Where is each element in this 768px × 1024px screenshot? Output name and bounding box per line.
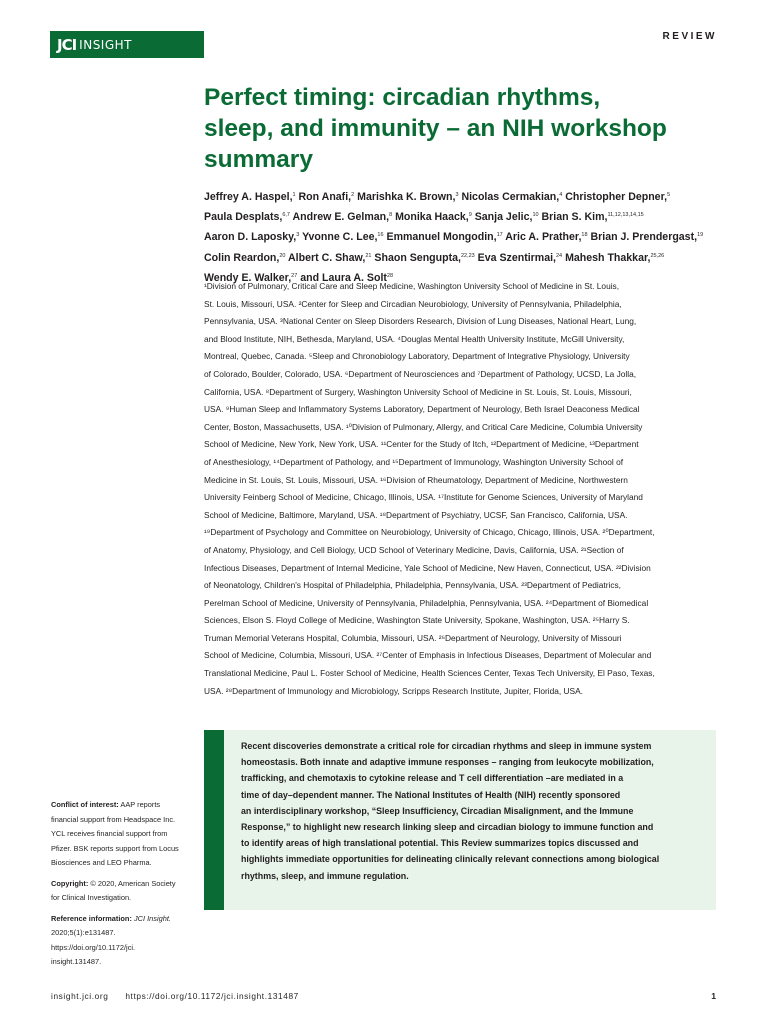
abstract-stripe <box>204 730 224 910</box>
copyright-first-line: © 2020, American Society <box>88 878 176 888</box>
author-name: Laura A. Solt <box>322 271 387 284</box>
section-label: REVIEW <box>662 31 717 42</box>
author <box>302 231 383 243</box>
affiliation-line: of Neonatology, Children's Hospital of Philadelphia, Philadelphia, Pennsylvania, USA. ²³Department of Pediatrics, <box>204 580 621 591</box>
author-affiliation-number: 6,7 <box>282 212 290 219</box>
author-name: Aaron D. Laposky, <box>204 231 297 244</box>
author-list: Jeffrey A. Haspel,$^1$ Ron Anafi,$^2$ Marishka K. Brown,$^3$ Nicolas Cermakian,$^4$ Christopher Depner,$^5$ Paula Desplats,$^{6,7}$ Andrew E. Gelman,$^8$ Monika Haack,$^9$ Sanja Jelic,$^{10}$ Brian S. Kim,$^{11,12,13,14,15}$ Aaron D. Laposky,$^3$ Yvonne C. Lee,$^{16}$ Emmanuel Mongodin,$^{17}$ Aric A. Prather,$^{18}$ Brian J. Prendergast,$^{19}$ Colin Reardon,$^{20}$ Albert C. Shaw,$^{21}$ Shaon Sengupta,$^{22,23}$ Eva Szentirmai,$^{24}$ Mahesh Thakkar,$^{25,26}$ Wendy E. Walker,$^{27}$ and Laura A. Solt$^{28}$ <box>204 191 704 284</box>
author-name: Jeffrey A. Haspel, <box>204 191 293 203</box>
author-name: Shaon Sengupta, <box>374 251 461 264</box>
affiliation-line: ¹⁹Department of Psychology and Committee on Neurobiology, University of Chicago, Chicago, Illinois, USA. ²⁰Department, <box>204 527 655 538</box>
author-affiliation-number: 20 <box>279 252 286 259</box>
abstract-line: trafficking, and chemotaxis to cytokine release and T cell differentiation –are mediated in a <box>241 773 624 784</box>
author <box>293 211 393 223</box>
author-name: Brian S. Kim, <box>541 211 608 224</box>
author-affiliation-number: 3 <box>455 192 459 198</box>
affiliation-line: Pennsylvania, USA. ³National Center on Sleep Disorders Research, Division of Lung Diseases, National Heart, Lung, <box>204 316 637 327</box>
author <box>590 231 703 243</box>
author <box>204 211 290 223</box>
reference-line: 2020;5(1):e131487. <box>51 928 116 937</box>
author <box>288 252 371 264</box>
author <box>565 252 664 264</box>
author-affiliation-number: 19 <box>697 232 704 239</box>
affiliation-line: ¹Division of Pulmonary, Critical Care and Sleep Medicine, Washington University School of Medicine in St. Louis, <box>204 281 620 291</box>
abstract-line: homeostasis. Both innate and adaptive immune responses – ranging from leukocyte mobilization, <box>241 757 654 768</box>
title-line: summary <box>204 146 313 173</box>
affiliation-line: California, USA. ⁸Department of Surgery, Washington University School of Medicine in St. Louis, St. Louis, Missouri, <box>204 386 632 397</box>
author-affiliation-number: 1 <box>292 192 296 198</box>
article-sidebar <box>51 798 191 976</box>
author <box>357 191 458 203</box>
author <box>387 231 503 243</box>
author-affiliation-number: 3 <box>296 232 300 239</box>
title-line: sleep, and immunity – an NIH workshop <box>204 115 667 142</box>
author-name: Christopher Depner, <box>565 191 668 203</box>
author-name: Nicolas Cermakian, <box>461 191 560 203</box>
author-affiliation-number: 18 <box>581 232 588 239</box>
conflict-line: YCL receives financial support from <box>51 829 168 838</box>
author-name: Eva Szentirmai, <box>477 251 556 264</box>
conflict-label: Conflict of interest: <box>51 800 119 809</box>
author-name: Paula Desplats, <box>204 211 283 224</box>
author-affiliation-number: 4 <box>559 192 563 198</box>
author-affiliation-number: 27 <box>291 272 298 279</box>
abstract-line: highlights immediate opportunities for delineating clinically relevant connections among biological <box>241 854 660 865</box>
author-affiliation-number: 21 <box>365 252 372 259</box>
reference-label: Reference information: <box>51 913 132 923</box>
reference-journal: JCI Insight. <box>131 913 171 923</box>
author <box>204 231 299 243</box>
conflict-line: Biosciences and LEO Pharma. <box>51 858 152 867</box>
author-affiliation-number: 24 <box>555 252 563 259</box>
copyright <box>51 877 191 906</box>
author <box>204 191 296 203</box>
abstract-line: rhythms, sleep, and immune regulation. <box>241 870 409 881</box>
author-name: Marishka K. Brown, <box>357 191 456 203</box>
affiliation-line: School of Medicine, Columbia, Missouri, USA. ²⁷Center of Emphasis in Infectious Diseases, Department of Molecular and <box>204 650 652 661</box>
logo-word: INSIGHT <box>79 37 132 52</box>
footer-doi-link[interactable]: https://doi.org/10.1172/jci.insight.131487 <box>125 991 299 1001</box>
affiliation-line: of Anesthesiology, ¹⁴Department of Pathology, and ¹⁵Department of Immunology, Washington University School of <box>204 456 624 467</box>
reference-doi-line[interactable]: https://doi.org/10.1172/jci. <box>51 942 136 952</box>
author-affiliation-number: 17 <box>496 232 503 239</box>
affiliation-line: USA. ²⁸Department of Immunology and Microbiology, Scripps Research Institute, Jupiter, Florida, USA. <box>204 685 583 696</box>
author <box>374 252 474 264</box>
journal-logo <box>50 31 204 58</box>
reference-doi-line[interactable]: insight.131487. <box>51 957 102 966</box>
abstract-line: Recent discoveries demonstrate a critical role for circadian rhythms and sleep in immune system <box>241 741 652 751</box>
author <box>505 231 587 243</box>
author-affiliation-number: 28 <box>386 272 394 279</box>
footer-site-link[interactable]: insight.jci.org <box>51 991 109 1001</box>
author <box>475 211 539 223</box>
author-name: Mahesh Thakkar, <box>565 251 651 264</box>
author-name: Colin Reardon, <box>204 251 280 264</box>
affiliation-line: University Feinberg School of Medicine, Chicago, Illinois, USA. ¹⁷Institute for Genome Sciences, University of Maryland <box>204 492 643 503</box>
affiliation-line: Perelman School of Medicine, University of Pennsylvania, Philadelphia, Pennsylvania, USA. ²⁴Department of Biomedical <box>204 597 649 608</box>
author-affiliation-number: 2 <box>351 192 355 198</box>
author-name: Sanja Jelic, <box>474 211 533 224</box>
affiliation-line: USA. ⁹Human Sleep and Inflammatory Systems Laboratory, Department of Neurology, Beth Israel Deaconess Medical <box>204 404 640 415</box>
abstract-line: to identify areas of high translational potential. This Review summarizes topics discussed and <box>241 838 639 849</box>
affiliation-line: School of Medicine, Baltimore, Maryland, USA. ¹⁸Department of Psychiatry, UCSF, San Francisco, California, USA. <box>204 509 628 520</box>
copyright-label: Copyright: <box>51 878 89 888</box>
affiliation-line: of Anatomy, Physiology, and Cell Biology, UCD School of Veterinary Medicine, Davis, California, USA. ²¹Section of <box>204 544 624 555</box>
affiliation-line: St. Louis, Missouri, USA. ²Center for Sleep and Circadian Neurobiology, University of Pennsylvania, Philadelphia, <box>204 298 622 309</box>
author-name: Yvonne C. Lee, <box>302 231 378 244</box>
abstract-line: time of day–dependent manner. The National Institutes of Health (NIH) recently sponsored <box>241 789 621 800</box>
affiliation-line: Translational Medicine, Paul L. Foster School of Medicine, Health Sciences Center, Texas Tech University, El Paso, Texas, <box>204 668 655 679</box>
abstract-line: an interdisciplinary workshop, “Sleep Insufficiency, Circadian Misalignment, and the Immune <box>241 805 634 816</box>
author-name: Wendy E. Walker, <box>204 271 292 284</box>
abstract-line: Response,” to highlight new research linking sleep and circadian biology to immune function and <box>241 821 654 832</box>
author-affiliation-number: 22,23 <box>460 252 475 259</box>
author <box>542 211 644 223</box>
affiliation-line: Sciences, Elson S. Floyd College of Medicine, Washington State University, Spokane, Washington, USA. ²⁵Harry S. <box>204 615 630 626</box>
author <box>299 191 355 203</box>
author-affiliation-number: 11,12,13,14,15 <box>607 212 644 219</box>
affiliation-line: Montreal, Quebec, Canada. ⁵Sleep and Chronobiology Laboratory, Department of Integrative Physiology, University <box>204 351 630 362</box>
affiliation-line: of Colorado, Boulder, Colorado, USA. ⁶Department of Neurosciences and ⁷Department of Pathology, UCSD, La Jolla, <box>204 368 637 379</box>
author-affiliation-number: 16 <box>377 232 384 239</box>
author-affiliation-number: 9 <box>468 212 472 219</box>
logo-mark: JCI <box>57 35 77 54</box>
author <box>395 211 472 223</box>
affiliations <box>204 278 724 700</box>
author-name: Monika Haack, <box>395 211 469 224</box>
conflict-of-interest <box>51 798 191 871</box>
page-number: 1 <box>711 991 716 1001</box>
author-affiliation-number: 25,26 <box>650 252 665 259</box>
conflict-first-line: AAP reports <box>118 800 161 809</box>
affiliation-line: Infectious Diseases, Department of Internal Medicine, Yale School of Medicine, New Haven, Connecticut, USA. ²²Division <box>204 562 651 573</box>
page-footer <box>51 991 313 1001</box>
conflict-line: financial support from Headspace Inc. <box>51 814 176 824</box>
affiliation-line: and Blood Institute, NIH, Bethesda, Maryland, USA. ⁴Douglas Mental Health University Institute, McGill University, <box>204 333 625 344</box>
abstract-box <box>204 730 716 910</box>
conflict-line: Pfizer. BSK reports support from Locus <box>51 843 179 853</box>
abstract-text <box>241 738 711 884</box>
author-name: Aric A. Prather, <box>505 231 582 244</box>
article-title <box>204 82 724 175</box>
author-affiliation-number: 8 <box>389 212 393 219</box>
author-name: Andrew E. Gelman, <box>292 211 390 224</box>
author <box>565 191 670 203</box>
author-affiliation-number: 10 <box>532 212 539 219</box>
author-name: Emmanuel Mongodin, <box>386 231 497 244</box>
reference-information <box>51 912 191 970</box>
author <box>204 252 285 264</box>
author-name: Brian J. Prendergast, <box>590 231 698 244</box>
author <box>478 252 562 264</box>
author <box>461 191 562 203</box>
copyright-line: for Clinical Investigation. <box>51 893 132 902</box>
affiliation-line: School of Medicine, New York, New York, USA. ¹¹Center for the Study of Itch, ¹²Department of Medicine, ¹³Department <box>204 439 639 450</box>
affiliation-line: Center, Boston, Massachusetts, USA. ¹⁰Division of Pulmonary, Allergy, and Critical Care Medicine, Columbia University <box>204 421 643 432</box>
author-affiliation-number: 5 <box>667 192 671 198</box>
title-line: Perfect timing: circadian rhythms, <box>204 84 601 111</box>
author-name: Albert C. Shaw, <box>288 251 366 264</box>
affiliation-line: Truman Memorial Veterans Hospital, Columbia, Missouri, USA. ²⁶Department of Neurology, University of Missouri <box>204 632 622 643</box>
affiliation-line: Medicine in St. Louis, St. Louis, Missouri, USA. ¹⁶Division of Rheumatology, Department of Medicine, Northwestern <box>204 474 628 485</box>
author-name: Ron Anafi, <box>298 191 352 203</box>
